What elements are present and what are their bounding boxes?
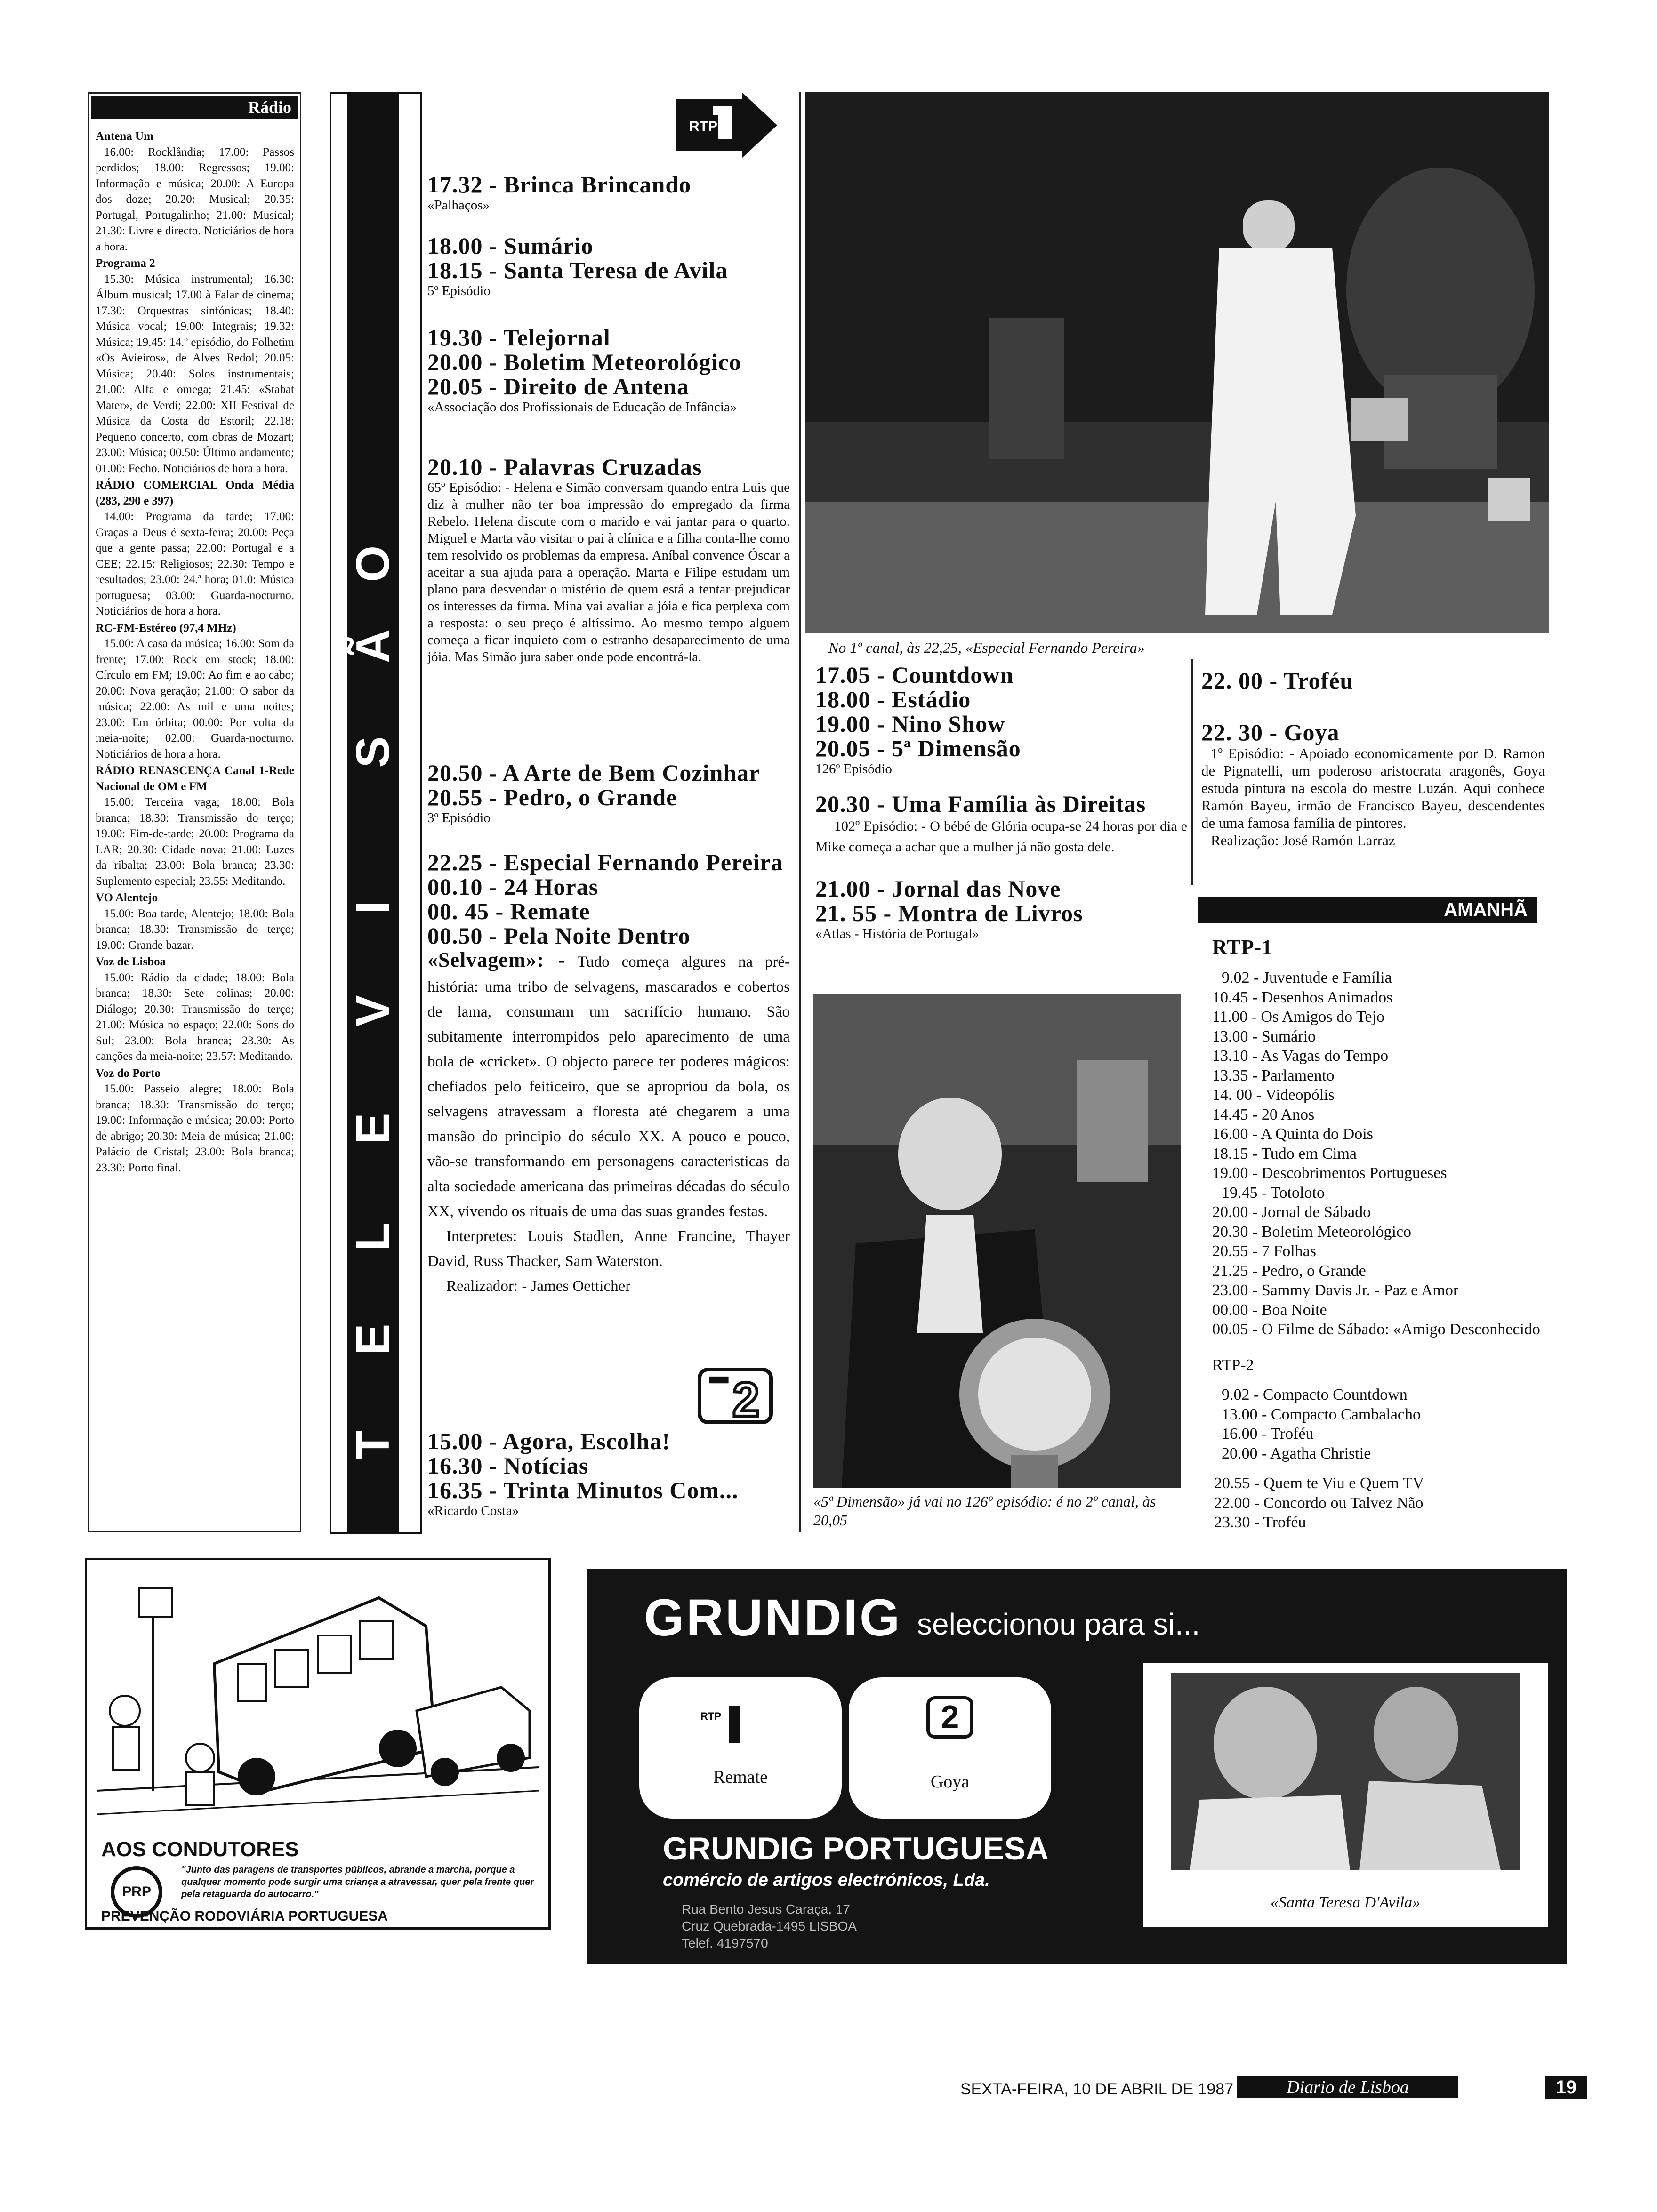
program-title: 20.55 - Pedro, o Grande: [427, 784, 677, 810]
rtp1-block-5: [427, 761, 790, 826]
listing-item: 14. 00 - Videopólis: [1212, 1086, 1335, 1104]
listing-item: 9.02 - Compacto Countdown: [1222, 1386, 1408, 1403]
prp-logo-icon: PRP: [111, 1866, 162, 1918]
station-antena-um: [96, 128, 294, 255]
amanha-rtp1-list: [1212, 968, 1542, 1339]
station-programa-2: [96, 256, 294, 476]
photo-dimensao: [813, 994, 1181, 1488]
ad-road-safety: [85, 1558, 551, 1930]
program-title: 19.30 - Telejornal: [427, 324, 611, 351]
address-line: Cruz Quebrada-1495 LISBOA: [682, 1919, 857, 1933]
banner-letter: E: [346, 1113, 399, 1145]
program-title: 22.25 - Especial Fernando Pereira: [427, 849, 783, 875]
grundig-brand: GRUNDIG: [644, 1589, 902, 1647]
ad-road-safety-title: AOS CONDUTORES: [101, 1838, 299, 1861]
program-director: Realizador: - James Oetticher: [446, 1278, 631, 1295]
program-title: 20.30 - Uma Família às Direitas: [815, 791, 1146, 817]
program-description: [427, 948, 790, 1224]
listing-item: 13.35 - Parlamento: [1212, 1066, 1335, 1084]
program-title: 16.35 - Trinta Minutos Com...: [427, 1477, 739, 1503]
santa-teresa-photo-image: [1171, 1673, 1520, 1870]
program-title: 20.10 - Palavras Cruzadas: [427, 454, 702, 480]
rtp1-small-logo-bar: [729, 1706, 740, 1743]
program-sub: «Associação dos Profissionais de Educação de Infância»: [427, 400, 737, 415]
program-title: 19.00 - Nino Show: [815, 711, 1005, 737]
listing-item: 9.02 - Juventude e Família: [1222, 969, 1392, 986]
program-sub: «Ricardo Costa»: [427, 1503, 519, 1518]
program-title: 21.00 - Jornal das Nove: [815, 875, 1061, 902]
station-name: RC-FM-Estéreo (97,4 MHz): [96, 621, 236, 634]
amanha-rtp1-label: RTP-1: [1212, 936, 1273, 959]
dimensao-photo-image: [813, 994, 1181, 1488]
listing-item: 16.00 - A Quinta do Dois: [1212, 1125, 1373, 1143]
banner-letter: V: [346, 995, 399, 1027]
late-evening-column: [1201, 668, 1545, 849]
radio-listings: [96, 128, 294, 1176]
station-schedule: 15.30: Música instrumental; 16.30: Álbum musical; 17.00 à Falar de cinema; 17.30: Orquestras sinfónicas; 18.40: Música vocal; 19.00: Integrais; 19.32: Música; 19.45: 14.º episódio, do Folhetim «Os Avieiros», de Alves Redol; 20.05: Música; 20.40: Solos instrumentais; 21.00: Alfa e omega; 21.45: «Stabat Mater», de Verdi; 22.00: XII Festival de Música da Costa do Estoril; 22.18: Pequeno concerto, com obras de Mozart; 23.00: Música; 00.50: Último andamento; 01.00: Fecho. Noticiários de hora a hora.: [96, 272, 294, 475]
concert-photo-image: [805, 92, 1549, 633]
program-sub: «Atlas - História de Portugal»: [815, 926, 979, 941]
tv-screen-rtp2: [849, 1677, 1051, 1819]
program-title: 20.00 - Boletim Meteorológico: [427, 349, 741, 375]
grundig-photo-frame: [1143, 1663, 1548, 1927]
grundig-address: [682, 1901, 857, 1952]
station-name: VO Alentejo: [96, 891, 158, 904]
rtp2-column: [815, 663, 1187, 942]
bus-illustration: [97, 1570, 539, 1833]
listing-item: 19.45 - Totoloto: [1222, 1184, 1325, 1202]
amanha-rtp2-label: RTP-2: [1212, 1356, 1254, 1374]
rtp1-small-logo-icon: RTP: [700, 1710, 721, 1722]
program-sub: 126º Episódio: [815, 761, 892, 777]
banner-letter: Ã: [346, 629, 399, 664]
program-lead: «Selvagem»: -: [427, 948, 566, 971]
televisao-banner: [330, 92, 422, 1534]
banner-letter: S: [346, 736, 399, 768]
grundig-tagline: seleccionou para si...: [917, 1607, 1200, 1641]
rtp1-column: [426, 92, 794, 1532]
program-title: 21. 55 - Montra de Livros: [815, 900, 1083, 926]
amanha-rtp2-list: [1212, 1385, 1542, 1463]
program-title: 00.50 - Pela Noite Dentro: [427, 922, 691, 949]
ad-road-safety-body: "Junto das paragens de transportes públicos, abrande a marcha, porque a qualquer momento pode surgir uma criança a atravessar, quer pela frente quer pela retaguarda do autocarro.": [181, 1865, 534, 1899]
station-radio-renascenca: [96, 763, 294, 889]
program-title: 20.50 - A Arte de Bem Cozinhar: [427, 760, 760, 786]
program-sub: «Palhaços»: [427, 198, 490, 213]
listing-item: 18.15 - Tudo em Cima: [1212, 1145, 1357, 1162]
station-name: Antena Um: [96, 130, 153, 143]
listing-item: 22.00 - Concordo ou Talvez Não: [1214, 1494, 1424, 1512]
photo-concert: [805, 92, 1549, 633]
photo-dimensao-caption: «5ª Dimensão» já vai no 126º episódio: é no 2º canal, às 20,05: [813, 1493, 1156, 1529]
listing-item: 13.00 - Compacto Cambalacho: [1222, 1405, 1421, 1423]
station-schedule: 14.00: Programa da tarde; 17.00: Graças a Deus é sexta-feira; 20.00: Peça que a gente passa; 22.00: Portugal e a CEE; 22.15: Religiosos; 22.30: Tempo e resultados; 23.00: 24.ª hora; 01.0: Música portuguesa; 03.00: Guarda-nocturno. Noticiários de hora a hora.: [96, 510, 294, 617]
rtp2-early-block: [427, 1429, 790, 1519]
program-title: 20.05 - Direito de Antena: [427, 373, 689, 400]
station-vo-alentejo: [96, 890, 294, 953]
rtp2-small-logo-icon: 2: [926, 1696, 973, 1739]
listing-item: 20.55 - Quem te Viu e Quem TV: [1214, 1475, 1424, 1492]
station-schedule: 15.00: A casa da música; 16.00: Som da frente; 17.00: Rock em stock; 18.00: Círculo em FM; 19.00: Ao fim e ao cabo; 20.00: Nova geração; 21.00: O sabor da música; 22.00: As mil e uma noites; 23.00: Em órbita; 00.00: Por volta da meia-noite; 02.00: Guarda-nocturno. Noticiários de hora a hora.: [96, 637, 294, 761]
program-director: Realização: José Ramón Larraz: [1211, 832, 1395, 849]
listing-item: 00.05 - O Filme de Sábado: «Amigo Desconhecido: [1212, 1321, 1540, 1338]
amanha-header: AMANHÃ: [1198, 897, 1537, 923]
televisao-stripe: [347, 94, 399, 1532]
station-schedule: 15.00: Boa tarde, Alentejo; 18.00: Bola branca; 18.30: Transmissão do terço; 19.00: Grande bazar.: [96, 907, 294, 952]
program-title: 00. 45 - Remate: [427, 898, 590, 924]
banner-letter: L: [346, 1222, 399, 1251]
program-title: 16.30 - Notícias: [427, 1452, 589, 1479]
rtp1-block-2: [427, 233, 790, 299]
station-schedule: 15.00: Terceira vaga; 18.00: Bola branca; 18.30: Transmissão do terço; 19.00: Fim-de-tarde; 20.00: Programa da LAR; 20.30: Cidade nova; 21.00: Luzes da ribalta; 23.00: Bola branca; 23.30: Suplemento especial; 23.55: Meditando.: [96, 796, 294, 888]
listing-item: 16.00 - Troféu: [1222, 1425, 1314, 1443]
station-name: Programa 2: [96, 257, 155, 270]
amanha-rtp2-list-b: [1212, 1474, 1542, 1532]
footer-date: SEXTA-FEIRA, 10 DE ABRIL DE 1987: [960, 2080, 1234, 2098]
radio-column: [88, 92, 301, 1532]
column-divider: [799, 92, 801, 1532]
program-title: 17.32 - Brinca Brincando: [427, 171, 692, 198]
program-cast: Interpretes: Louis Stadlen, Anne Francine, Thayer David, Russ Thacker, Sam Waterston.: [427, 1228, 790, 1270]
program-title: 22. 30 - Goya: [1201, 719, 1340, 745]
listing-item: 20.00 - Agatha Christie: [1222, 1444, 1371, 1462]
banner-letter: E: [346, 1323, 399, 1355]
rtp1-block-6: [427, 850, 790, 1299]
station-rc-fm: [96, 620, 294, 762]
listing-item: 20.00 - Jornal de Sábado: [1212, 1203, 1371, 1221]
station-name: RÁDIO RENASCENÇA Canal 1-Rede Nacional de OM e FM: [96, 764, 294, 793]
rtp2-logo-text: 2: [732, 1372, 760, 1420]
banner-letter: T: [346, 1430, 399, 1459]
program-title: 17.05 - Countdown: [815, 662, 1014, 688]
grundig-photo-caption: «Santa Teresa D'Avila»: [1270, 1894, 1421, 1911]
listing-item: 14.45 - 20 Anos: [1212, 1106, 1315, 1123]
program-title: 15.00 - Agora, Escolha!: [427, 1428, 671, 1454]
ad-road-safety-footer: PREVENÇÃO RODOVIÁRIA PORTUGUESA: [101, 1908, 388, 1924]
listing-item: 23.00 - Sammy Davis Jr. - Paz e Amor: [1212, 1282, 1459, 1299]
program-title: 00.10 - 24 Horas: [427, 874, 599, 900]
rtp1-logo-icon: [671, 92, 780, 158]
station-schedule: 16.00: Rocklândia; 17.00: Passos perdidos; 18.00: Regressos; 19.00: Informação e música; 20.00: A Europa dos doze; 20.20: Musical; 20.35: Portugal, Portugalinho; 21.00: Musical; 21.30: Livre e directo. Noticiários de hora a hora.: [96, 145, 294, 253]
listing-item: 00.00 - Boa Noite: [1212, 1301, 1327, 1319]
program-description-text: Tudo começa algures na pré-história: uma tribo de selvagens, mascarados e cobertos de lama, consumam um sacrifício humano. São subitamente interrompidos pelo aparecimento de uma bola de «cricket». O objecto parece ter poderes mágicos: chefiados pelo feiticeiro, que se apropriou da bola, os selvagens atravessam a floresta até chegarem a uma mansão do principio do século XX. A pouco e pouco, vão-se transformando em personagens caracteristicas da alta sociedade americana das primeiras décadas do século XX, vivendo os rituais de uma das suas grandes festas.: [427, 954, 790, 1220]
station-voz-do-porto: [96, 1066, 294, 1176]
grundig-company: GRUNDIG PORTUGUESA: [663, 1831, 1049, 1867]
program-title: 20.05 - 5ª Dimensão: [815, 735, 1021, 761]
program-sub: 3º Episódio: [427, 810, 491, 825]
program-description: 102º Episódio: - O bébé de Glória ocupa-se 24 horas por dia e Mike começa a achar que a mulher já não gosta dele.: [815, 818, 1187, 855]
banner-letter: I: [346, 901, 399, 914]
program-description: 1º Episódio: - Apoiado economicamente por D. Ramon de Pignatelli, um poderoso aristocrata aragonês, Goya estuda pintura na escola do mestre Luzán. Aqui conhece Ramón Bayeu, irmão de Francisco Bayeu, descendentes de uma famosa família de pintores.: [1201, 745, 1545, 831]
listing-item: 23.30 - Troféu: [1214, 1514, 1306, 1531]
listing-item: 20.55 - 7 Folhas: [1212, 1242, 1316, 1260]
banner-letter: O: [346, 545, 399, 582]
listing-item: 13.00 - Sumário: [1212, 1027, 1316, 1045]
program-description: 65º Episódio: - Helena e Simão conversam quando entra Luis que diz à mulher não ter boa impressão do empregado da firma Rebelo. Helena discute com o marido e vai jantar para o quarto. Miguel e Marta vão visitar o pai à clínica e a filha conta-lhe como tem resolvido os problemas da empresa. Aníbal convence Óscar a aceitar a sua ajuda para a operação. Marta e Filipe estudam um plano para desvendar o mistério de quem está a tentar prejudicar os interesses da firma. Mina vai avaliar a jóia e fica perplexa com a resposta: o seu preço é altíssimo. Ao mesmo tempo alguem começa a ficar inquieto com o estranho desaparecimento de uma jóia. Mas Simão jura saber onde pode encontrá-la.: [427, 480, 790, 665]
program-title: 18.00 - Estádio: [815, 686, 971, 713]
address-line: Rua Bento Jesus Caraça, 17: [682, 1902, 850, 1916]
photo-concert-caption: No 1º canal, às 22,25, «Especial Fernando Pereira»: [828, 639, 1145, 656]
program-title: 22. 00 - Troféu: [1201, 667, 1354, 694]
station-name: Voz do Porto: [96, 1066, 161, 1080]
rtp1-block-1: [427, 172, 790, 214]
tv-screen-label: Remate: [713, 1767, 768, 1787]
listing-item: 21.25 - Pedro, o Grande: [1212, 1262, 1366, 1280]
listing-item: 11.00 - Os Amigos do Tejo: [1212, 1008, 1384, 1026]
station-schedule: 15.00: Passeio alegre; 18.00: Bola branca; 18.30: Transmissão do terço; 19.00: Informação e música; 20.00: Porto de abrigo; 20.30: Meia de música; 21.00: Palácio de Cristal; 23.00: Bola branca; 23.30: Porto final.: [96, 1082, 294, 1174]
rtp1-logo-text: RTP: [689, 119, 717, 134]
footer-newspaper-name: Diario de Lisboa: [1237, 2076, 1458, 2098]
grundig-company-sub: comércio de artigos electrónicos, Lda.: [663, 1870, 990, 1890]
footer-page-number: 19: [1545, 2076, 1587, 2099]
listing-item: 10.45 - Desenhos Animados: [1212, 988, 1393, 1006]
listing-item: 19.00 - Descobrimentos Portugueses: [1212, 1164, 1447, 1182]
tv-screen-rtp1: [639, 1677, 842, 1819]
amanha-listings: [1212, 934, 1542, 1532]
address-phone: Telef. 4197570: [682, 1936, 768, 1950]
listing-item: 20.30 - Boletim Meteorológico: [1212, 1223, 1412, 1241]
station-schedule: 15.00: Rádio da cidade; 18.00: Bola branca; 18.30: Sete colinas; 20.00: Diálogo; 20.30: Transmissão do terço; 21.00: Música no espaço; 22.00: Sons do Sul; 23.00: Bola branca; 23.30: As canções da meia-noite; 23.57: Meditando.: [96, 971, 294, 1063]
rtp1-block-3: [427, 325, 790, 416]
tv-screen-label: Goya: [930, 1772, 970, 1792]
program-title: 18.00 - Sumário: [427, 232, 594, 259]
station-voz-de-lisboa: [96, 954, 294, 1065]
column-divider: [1191, 659, 1193, 885]
program-sub: 5º Episódio: [427, 283, 491, 298]
ad-grundig: [587, 1569, 1567, 1964]
listing-item: 13.10 - As Vagas do Tempo: [1212, 1047, 1389, 1065]
station-name: RÁDIO COMERCIAL Onda Média (283, 290 e 397): [96, 479, 294, 507]
station-radio-comercial: [96, 477, 294, 619]
rtp1-block-4: [427, 455, 790, 665]
radio-header: Rádio: [91, 96, 298, 119]
program-title: 18.15 - Santa Teresa de Avila: [427, 257, 728, 283]
station-name: Voz de Lisboa: [96, 955, 166, 968]
rtp2-logo-icon: [698, 1368, 773, 1424]
